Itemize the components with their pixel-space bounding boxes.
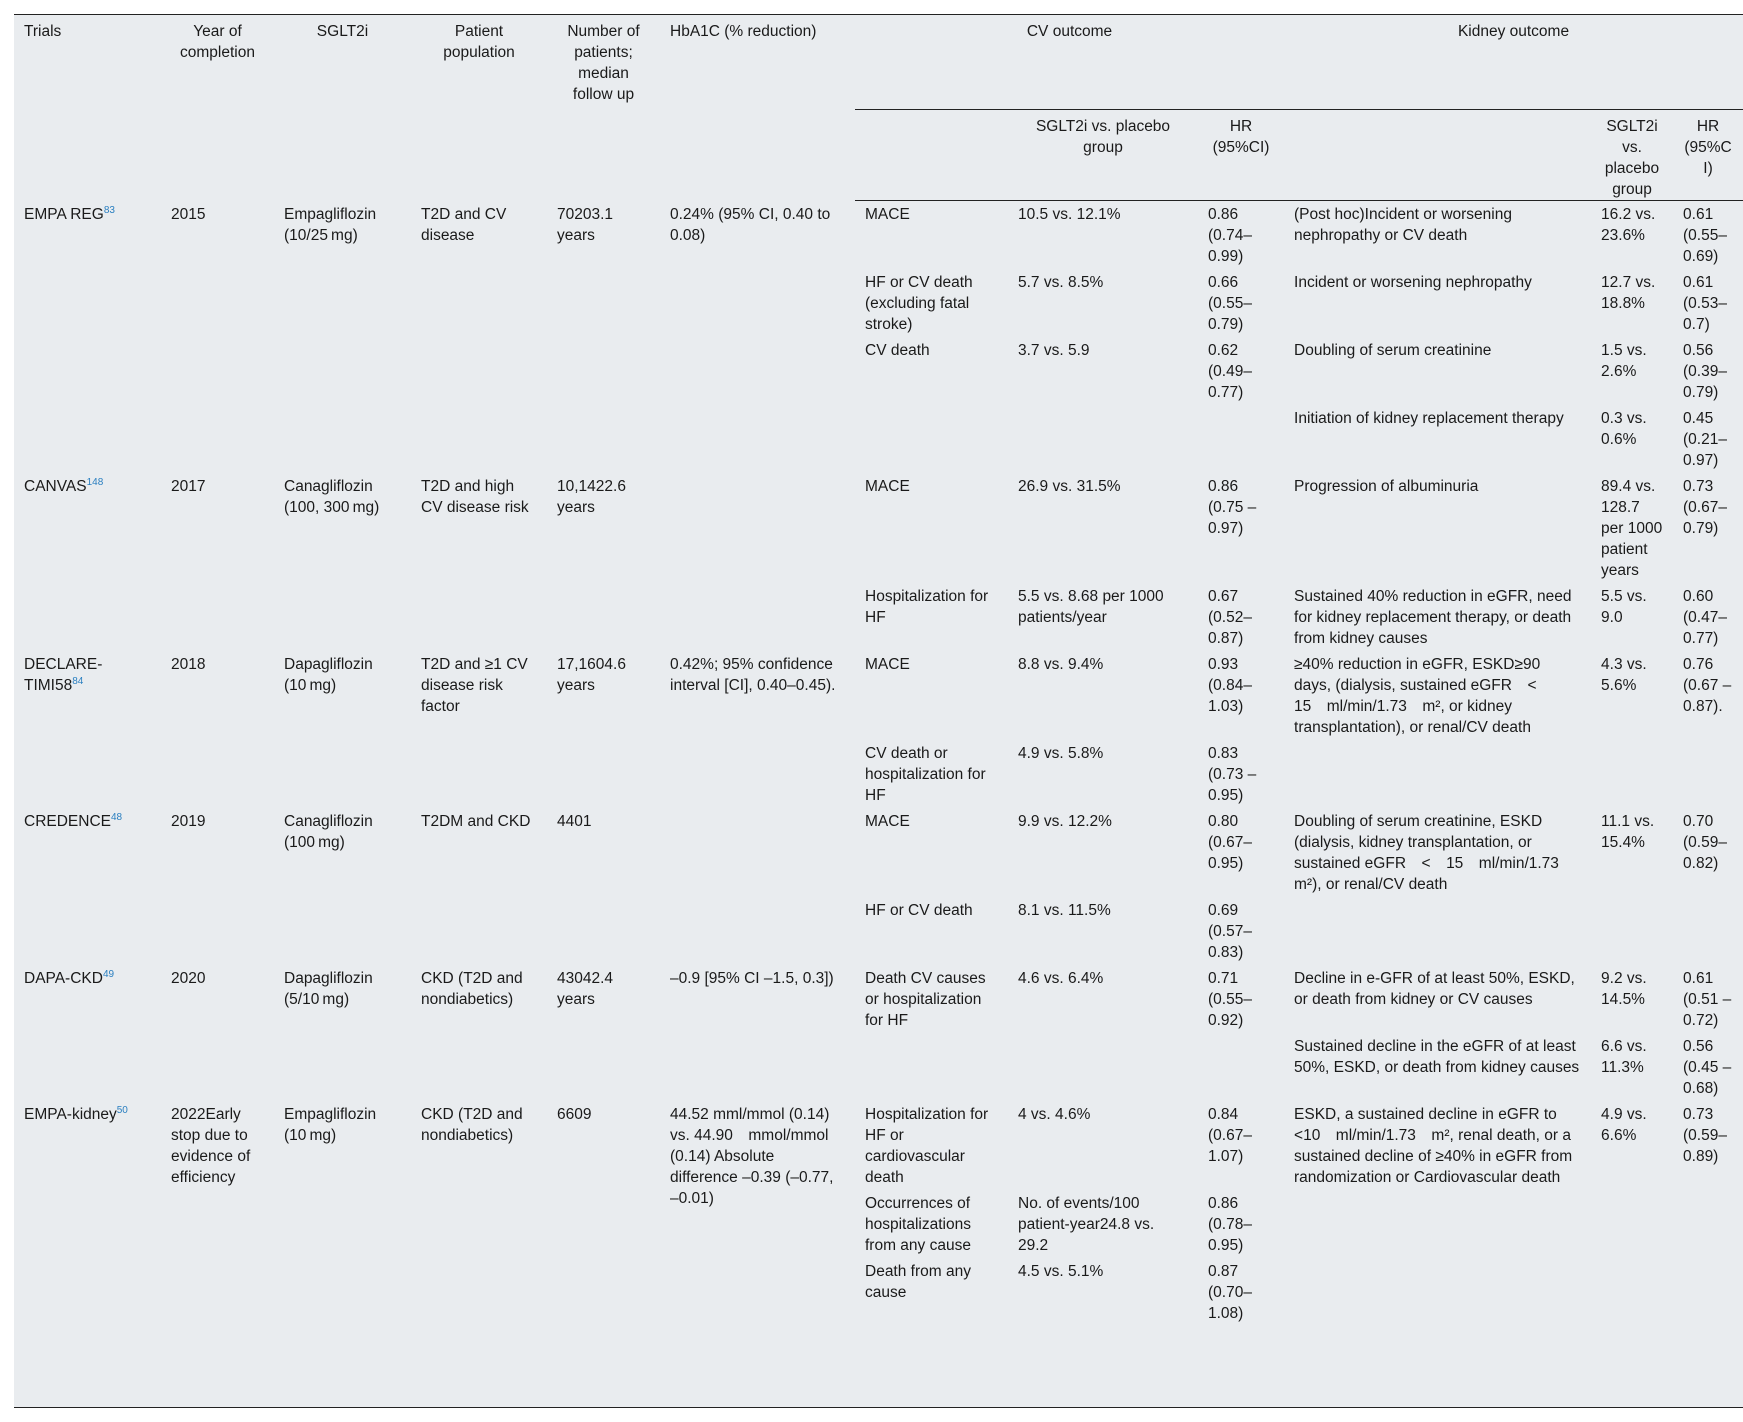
cv-outcome-cell: Hospitalization for HF: [865, 588, 989, 626]
cv-vs-cell: 4 vs. 4.6%: [1018, 1106, 1091, 1123]
cv-vs-cell: No. of events/100 patient-year24.8 vs. 29.2: [1018, 1195, 1155, 1254]
trial-population: [411, 965, 547, 1101]
cv-outcome-cell: MACE: [865, 206, 910, 223]
trial-population-text: CKD (T2D and nondiabetics): [421, 970, 523, 1008]
trial-drug-text: Canagliflozin (100, 300 mg): [284, 478, 380, 516]
cv-hr-cell: 0.86 (0.78–0.95): [1208, 1195, 1252, 1254]
trial-drug: [274, 808, 411, 965]
trial-hba1c-text: 0.24% (95% CI, 0.40 to 0.08): [670, 205, 831, 244]
kidney-vs-cell: 4.3 vs. 5.6%: [1601, 656, 1647, 694]
trial-year: [161, 473, 274, 651]
cv-vs-cell: 9.9 vs. 12.2%: [1018, 813, 1112, 830]
table-body: [14, 201, 1743, 1327]
trial-drug: [274, 201, 411, 474]
reference-link[interactable]: 48: [110, 811, 123, 823]
trial-patients-text: 43042.4 years: [557, 970, 614, 1008]
table-row: [14, 201, 1743, 270]
kidney-hr-cell: [1673, 897, 1743, 965]
cv-hr-cell: 0.84 (0.67–1.07): [1208, 1106, 1252, 1165]
kidney-vs-cell: [1591, 1190, 1673, 1258]
cv-hr-cell: [1198, 1033, 1284, 1101]
subheader-kidney-hr: HR (95%CI): [1673, 110, 1743, 201]
kidney-vs-cell: 6.6 vs. 11.3%: [1601, 1038, 1647, 1076]
trial-name-text: DAPA-CKD: [24, 970, 103, 987]
trial-year: [161, 651, 274, 808]
trial-hba1c-text: 0.42%; 95% confidence interval [CI], 0.40–0.45).: [670, 656, 836, 694]
cv-outcome-cell: Hospitalization for HF or cardiovascular death: [865, 1106, 989, 1186]
trial-drug: [274, 965, 411, 1101]
cv-vs-cell: 8.1 vs. 11.5%: [1018, 902, 1111, 919]
cv-outcome-cell: MACE: [865, 478, 910, 495]
trial-name-text: CANVAS: [24, 478, 87, 495]
trial-population-text: T2D and CV disease: [421, 205, 507, 244]
trial-year-text: 2019: [171, 813, 206, 830]
kidney-vs-cell: 4.9 vs. 6.6%: [1601, 1106, 1647, 1144]
cv-hr-cell: 0.71 (0.55–0.92): [1208, 970, 1252, 1029]
trial-year-text: 2017: [171, 478, 206, 495]
cv-outcome-cell: Death from any cause: [865, 1263, 971, 1301]
table-row: [14, 1101, 1743, 1190]
cv-outcome-cell: HF or CV death: [865, 902, 973, 919]
kidney-vs-cell: 11.1 vs. 15.4%: [1601, 813, 1655, 851]
trial-hba1c: [660, 201, 855, 474]
subheader-kidney-vs: SGLT2i vs. placebo group: [1591, 110, 1673, 201]
trial-population: [411, 651, 547, 808]
kidney-hr-cell: 0.61 (0.53–0.7): [1683, 274, 1727, 333]
kidney-vs-cell: 0.3 vs. 0.6%: [1601, 410, 1647, 448]
header-year: Year of completion: [180, 23, 255, 61]
cv-vs-cell: 5.7 vs. 8.5%: [1018, 274, 1104, 291]
trial-patients: [547, 1101, 660, 1326]
trial-hba1c: [660, 651, 855, 808]
cv-hr-cell: 0.86 (0.74–0.99): [1208, 206, 1252, 265]
trial-patients-text: 10,1422.6 years: [557, 478, 626, 516]
trial-population-text: CKD (T2D and nondiabetics): [421, 1106, 523, 1144]
trial-population: [411, 1101, 547, 1326]
cv-hr-cell: 0.83 (0.73 – 0.95): [1208, 745, 1257, 804]
cv-outcome-cell: Occurrences of hospitalizations from any cause: [865, 1195, 971, 1254]
trial-name: [14, 651, 161, 808]
trial-patients: [547, 808, 660, 965]
kidney-vs-cell: 12.7 vs. 18.8%: [1601, 274, 1656, 312]
cv-vs-cell: [1008, 405, 1198, 473]
trial-year-text: 2018: [171, 656, 206, 673]
kidney-outcome-cell: ≥40% reduction in eGFR, ESKD≥90 days, (dialysis, sustained eGFR < 15 ml/min/1.73 m², or kidney transplantation), or renal/CV death: [1294, 656, 1553, 736]
kidney-outcome-cell: [1284, 1258, 1591, 1326]
kidney-hr-cell: 0.56 (0.39–0.79): [1683, 342, 1727, 401]
kidney-hr-cell: 0.45 (0.21–0.97): [1683, 410, 1727, 469]
cv-hr-cell: 0.66 (0.55–0.79): [1208, 274, 1252, 333]
cv-hr-cell: 0.87 (0.70–1.08): [1208, 1263, 1252, 1322]
header-hba1c: HbA1C (% reduction): [670, 23, 817, 40]
trial-drug-text: Empagliflozin (10/25 mg): [284, 205, 377, 244]
trial-drug-text: Dapagliflozin (5/10 mg): [284, 970, 373, 1008]
trial-patients: [547, 473, 660, 651]
trial-name: [14, 965, 161, 1101]
trial-hba1c: [660, 965, 855, 1101]
cv-outcome-cell: CV death or hospitalization for HF: [865, 745, 986, 804]
trial-year-text: 2015: [171, 205, 206, 223]
trial-drug: [274, 1101, 411, 1326]
trial-name-text: DECLARE-TIMI58: [24, 656, 103, 694]
cv-outcome-cell: [855, 1033, 1008, 1101]
trial-name: [14, 1101, 161, 1326]
kidney-outcome-cell: Doubling of serum creatinine: [1294, 342, 1492, 359]
cv-outcome-cell: MACE: [865, 656, 910, 673]
cv-hr-cell: 0.62 (0.49–0.77): [1208, 342, 1252, 401]
reference-link[interactable]: 148: [86, 476, 104, 488]
subheader-cv-blank: [855, 110, 1008, 201]
kidney-outcome-cell: Sustained decline in the eGFR of at least 50%, ESKD, or death from kidney causes: [1294, 1038, 1580, 1076]
kidney-hr-cell: [1673, 1190, 1743, 1258]
kidney-hr-cell: 0.61 (0.51 – 0.72): [1683, 970, 1732, 1029]
trial-population: [411, 808, 547, 965]
cv-outcome-cell: MACE: [865, 813, 910, 830]
trial-population: [411, 473, 547, 651]
kidney-outcome-cell: Doubling of serum creatinine, ESKD (dialysis, kidney transplantation, or sustained eGFR < 15 ml/min/1.73 m²), or renal/CV death: [1294, 813, 1575, 893]
trial-hba1c-text: 44.52 mml/mmol (0.14) vs. 44.90 mmol/mmol (0.14) Absolute difference –0.39 (–0.77, –0.01): [670, 1106, 834, 1207]
header-patients: Number of patients; median follow up: [567, 23, 640, 103]
kidney-outcome-cell: Decline in e-GFR of at least 50%, ESKD, or death from kidney or CV causes: [1294, 970, 1575, 1008]
kidney-outcome-cell: [1284, 897, 1591, 965]
kidney-hr-cell: 0.73 (0.67–0.79): [1683, 478, 1727, 537]
kidney-vs-cell: [1591, 897, 1673, 965]
cv-hr-cell: [1198, 405, 1284, 473]
kidney-outcome-cell: [1284, 740, 1591, 808]
kidney-vs-cell: [1591, 740, 1673, 808]
reference-link[interactable]: 83: [103, 204, 115, 216]
subheader-kidney-blank: [1284, 110, 1591, 201]
kidney-hr-cell: [1673, 1258, 1743, 1326]
trial-population: [411, 201, 547, 474]
cv-hr-cell: 0.67 (0.52–0.87): [1208, 588, 1252, 647]
table-row: [14, 965, 1743, 1033]
cv-vs-cell: 8.8 vs. 9.4%: [1018, 656, 1104, 673]
cv-hr-cell: 0.86 (0.75 – 0.97): [1208, 478, 1257, 537]
header-population: Patient population: [443, 23, 515, 61]
kidney-vs-cell: 9.2 vs. 14.5%: [1601, 970, 1647, 1008]
kidney-outcome-cell: Initiation of kidney replacement therapy: [1294, 410, 1564, 427]
cv-hr-cell: 0.69 (0.57–0.83): [1208, 902, 1252, 961]
trial-patients: [547, 651, 660, 808]
cv-vs-cell: 3.7 vs. 5.9: [1018, 342, 1090, 359]
trial-hba1c: [660, 473, 855, 651]
trial-year-text: 2022Early stop due to evidence of efficiency: [171, 1106, 251, 1186]
table-row: [14, 473, 1743, 583]
header-cv-outcome: CV outcome: [1026, 23, 1113, 40]
trial-drug-text: Canagliflozin (100 mg): [284, 813, 373, 851]
trial-name-text: CREDENCE: [24, 813, 111, 830]
kidney-hr-cell: 0.70 (0.59–0.82): [1683, 813, 1727, 872]
trial-population-text: T2D and ≥1 CV disease risk factor: [421, 656, 528, 715]
subheader-cv-hr: HR (95%CI): [1198, 110, 1284, 201]
trial-year: [161, 1101, 274, 1326]
cv-outcome-cell: [855, 405, 1008, 473]
trial-year: [161, 201, 274, 474]
kidney-hr-cell: 0.61 (0.55–0.69): [1683, 206, 1727, 265]
trial-year-text: 2020: [171, 970, 206, 987]
cv-vs-cell: [1008, 1033, 1198, 1101]
trial-hba1c-text: –0.9 [95% CI –1.5, 0.3]): [670, 970, 834, 987]
reference-link[interactable]: 49: [102, 968, 115, 980]
cv-vs-cell: 4.9 vs. 5.8%: [1018, 745, 1104, 762]
kidney-outcome-cell: (Post hoc)Incident or worsening nephropathy or CV death: [1294, 206, 1512, 244]
subheader-cv-vs: SGLT2i vs. placebo group: [1008, 110, 1198, 201]
trial-population-text: T2DM and CKD: [421, 813, 531, 830]
trial-drug: [274, 651, 411, 808]
trial-name-text: EMPA-kidney: [24, 1106, 117, 1123]
header-trials: Trials: [24, 23, 62, 40]
trial-year: [161, 808, 274, 965]
kidney-hr-cell: 0.60 (0.47–0.77): [1683, 588, 1727, 647]
kidney-hr-cell: 0.56 (0.45 – 0.68): [1683, 1038, 1732, 1097]
table-row: [14, 808, 1743, 897]
trial-hba1c: [660, 1101, 855, 1326]
cv-vs-cell: 4.5 vs. 5.1%: [1018, 1263, 1104, 1280]
reference-link[interactable]: 84: [72, 675, 84, 687]
cv-vs-cell: 10.5 vs. 12.1%: [1018, 206, 1121, 223]
trial-population-text: T2D and high CV disease risk: [421, 478, 529, 516]
kidney-vs-cell: 89.4 vs. 128.7 per 1000 patient years: [1601, 478, 1663, 579]
kidney-vs-cell: 5.5 vs. 9.0: [1601, 588, 1647, 626]
trial-patients-text: 17,1604.6 years: [557, 656, 626, 694]
kidney-hr-cell: 0.73 (0.59–0.89): [1683, 1106, 1727, 1165]
kidney-vs-cell: 16.2 vs. 23.6%: [1601, 206, 1656, 244]
trial-name: [14, 473, 161, 651]
sglt2i-trials-table: [14, 15, 1743, 1326]
cv-vs-cell: 4.6 vs. 6.4%: [1018, 970, 1104, 987]
header-kidney-outcome: Kidney outcome: [1457, 23, 1570, 40]
trial-drug-text: Empagliflozin (10 mg): [284, 1106, 377, 1144]
cv-outcome-cell: CV death: [865, 342, 930, 359]
trials-table-panel: [14, 14, 1743, 1408]
header-row: [14, 15, 1743, 110]
trial-patients-text: 4401: [557, 813, 592, 830]
kidney-hr-cell: [1673, 740, 1743, 808]
header-sglt2i: SGLT2i: [316, 23, 369, 40]
trial-patients-text: 6609: [557, 1106, 592, 1123]
kidney-outcome-cell: ESKD, a sustained decline in eGFR to <10 ml/min/1.73 m², renal death, or a sustained decline of ≥40% in eGFR from randomization or Cardiovascular death: [1294, 1106, 1573, 1186]
trial-name-text: EMPA REG: [24, 205, 104, 223]
kidney-hr-cell: 0.76 (0.67 – 0.87).: [1683, 656, 1732, 715]
kidney-vs-cell: [1591, 1258, 1673, 1326]
cv-vs-cell: 5.5 vs. 8.68 per 1000 patients/year: [1018, 588, 1164, 626]
reference-link[interactable]: 50: [116, 1104, 128, 1116]
kidney-outcome-cell: [1284, 1190, 1591, 1258]
table-row: [14, 651, 1743, 740]
kidney-outcome-cell: Progression of albuminuria: [1294, 478, 1479, 495]
cv-vs-cell: 26.9 vs. 31.5%: [1018, 478, 1121, 495]
kidney-vs-cell: 1.5 vs. 2.6%: [1601, 342, 1647, 380]
kidney-outcome-cell: Incident or worsening nephropathy: [1294, 274, 1532, 291]
trial-drug: [274, 473, 411, 651]
trial-name: [14, 201, 161, 474]
trial-name: [14, 808, 161, 965]
trial-drug-text: Dapagliflozin (10 mg): [284, 656, 373, 694]
trial-year: [161, 965, 274, 1101]
cv-hr-cell: 0.80 (0.67–0.95): [1208, 813, 1252, 872]
trial-hba1c: [660, 808, 855, 965]
trial-patients-text: 70203.1 years: [557, 205, 614, 244]
kidney-outcome-cell: Sustained 40% reduction in eGFR, need for kidney replacement therapy, or death from kidney causes: [1294, 588, 1572, 647]
cv-outcome-cell: Death CV causes or hospitalization for HF: [865, 970, 986, 1029]
cv-outcome-cell: HF or CV death (excluding fatal stroke): [865, 274, 973, 333]
trial-patients: [547, 201, 660, 474]
cv-hr-cell: 0.93 (0.84–1.03): [1208, 656, 1252, 715]
trial-patients: [547, 965, 660, 1101]
